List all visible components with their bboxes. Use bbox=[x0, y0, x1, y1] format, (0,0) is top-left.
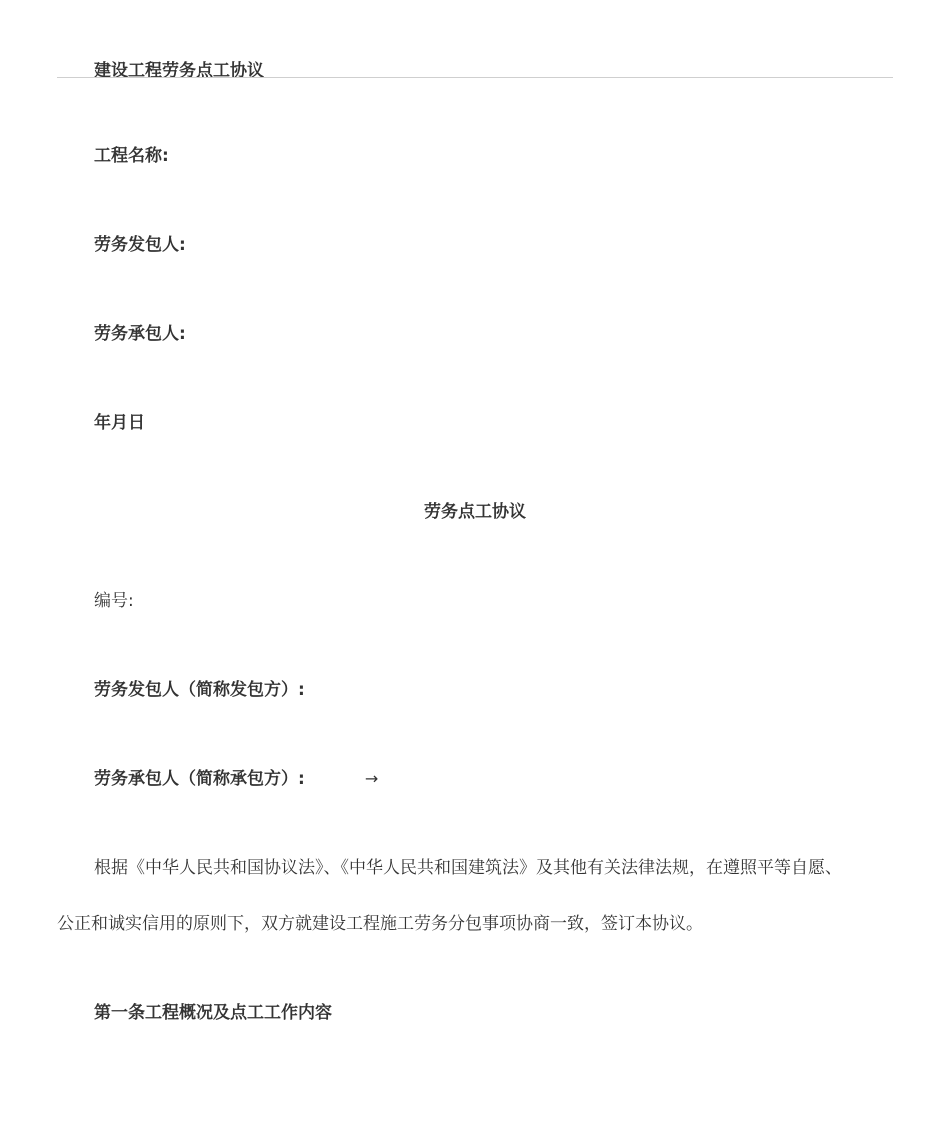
date-label: 年月日 bbox=[94, 413, 145, 433]
document-header-title: 建设工程劳务点工协议 bbox=[94, 61, 264, 81]
agreement-title: 劳务点工协议 bbox=[424, 502, 526, 522]
project-name-label: 工程名称: bbox=[94, 146, 169, 166]
article-1-title: 第一条工程概况及点工工作内容 bbox=[94, 1003, 332, 1023]
intro-paragraph-line-2: 公正和诚实信用的原则下，双方就建设工程施工劳务分包事项协商一致，签订本协议。 bbox=[57, 914, 703, 934]
party-b-label: 劳务承包人（简称承包方）: bbox=[94, 769, 305, 789]
arrow-icon: → bbox=[364, 769, 379, 788]
party-b-line bbox=[94, 769, 378, 789]
agreement-number-label: 编号: bbox=[94, 591, 134, 611]
employer-label: 劳务发包人: bbox=[94, 235, 186, 255]
contractor-label: 劳务承包人: bbox=[94, 324, 186, 344]
header-divider bbox=[57, 77, 893, 78]
intro-paragraph-line-1: 根据《中华人民共和国协议法》、《中华人民共和国建筑法》及其他有关法律法规，在遵照平等自愿、 bbox=[94, 858, 842, 878]
party-a-label: 劳务发包人（简称发包方）: bbox=[94, 680, 305, 700]
